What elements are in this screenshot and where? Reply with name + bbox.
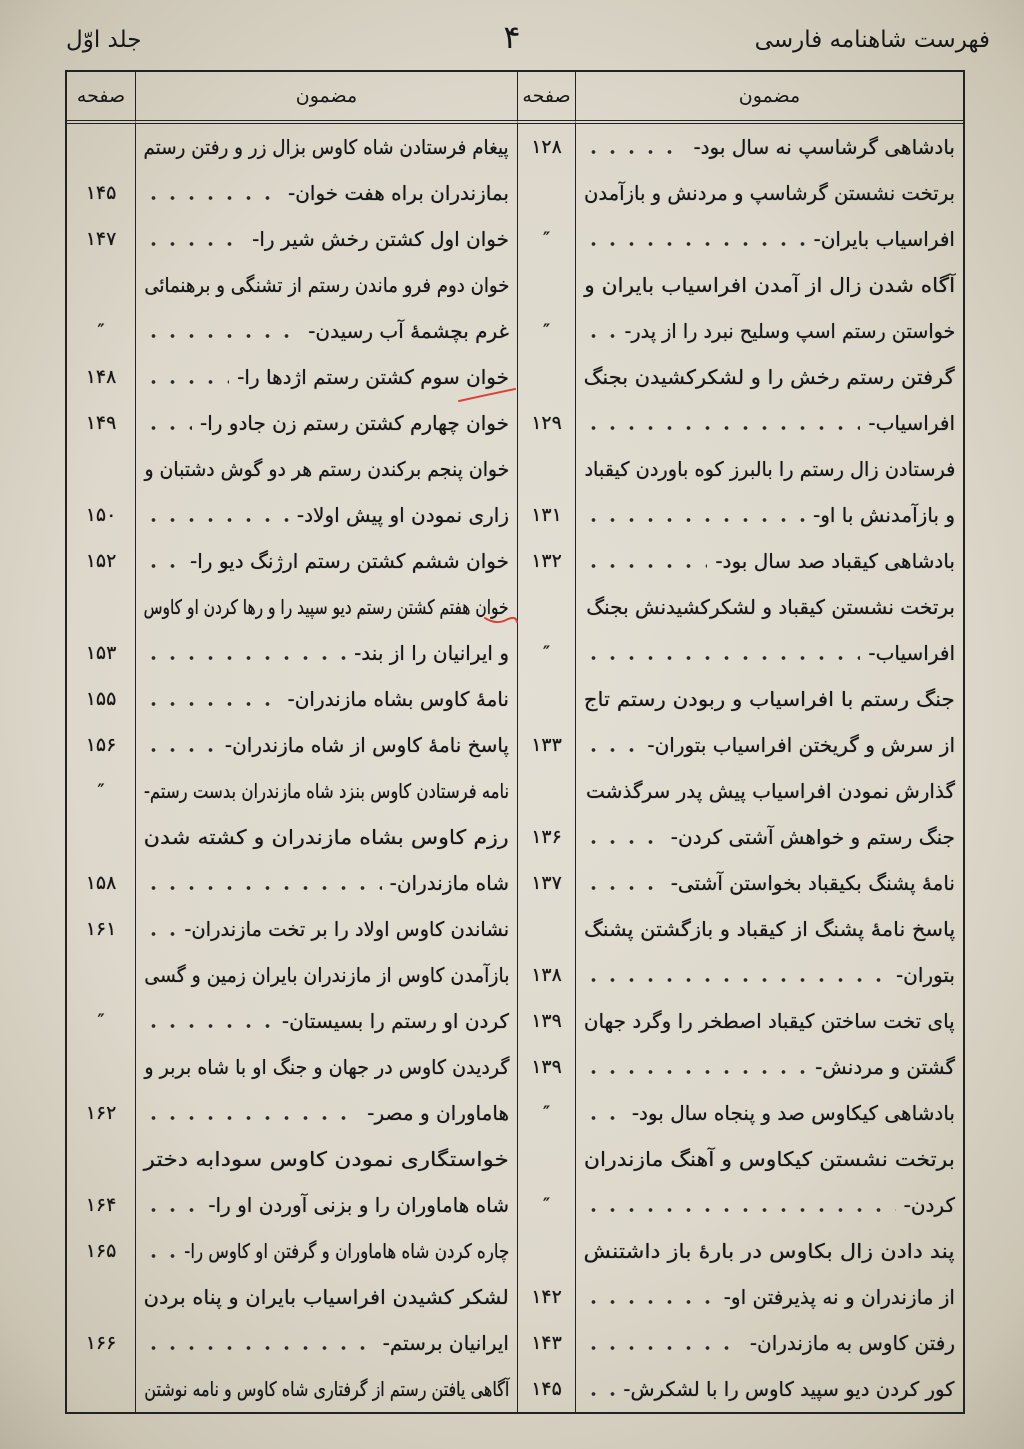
page-number: ۴	[503, 18, 521, 56]
dot-leader	[144, 240, 244, 248]
right-page-ref: ۱۴۵	[517, 1366, 575, 1412]
right-toc-entry	[575, 630, 963, 676]
left-page-ref: ۱۶۲	[85, 1102, 117, 1124]
right-page-ref: ۱۳۸	[517, 952, 575, 998]
dot-leader	[584, 1344, 742, 1352]
toc-grid	[67, 72, 963, 1412]
left-toc-entry	[135, 768, 517, 814]
right-toc-entry	[575, 906, 963, 952]
right-page-ref: ″	[517, 1090, 575, 1136]
dot-leader	[144, 424, 192, 432]
right-toc-entry	[575, 216, 963, 262]
right-toc-entry	[575, 768, 963, 814]
dot-leader	[144, 654, 346, 662]
right-toc-entry	[575, 446, 963, 492]
dot-leader	[144, 1252, 176, 1260]
right-toc-entry	[575, 262, 963, 308]
right-page-ref: ۱۲۹	[517, 400, 575, 446]
dot-leader	[584, 884, 663, 892]
left-page-ref: ۱۴۸	[85, 366, 117, 388]
volume-label: جلد اوّل	[66, 27, 142, 53]
dot-leader	[144, 700, 280, 708]
entry-text: گرفتن رستم رخش را و لشکرکشیدن بجنگ	[583, 365, 955, 389]
dot-leader	[144, 884, 382, 892]
right-page-ref: ۱۳۲	[517, 538, 575, 584]
running-title: فهرست شاهنامه فارسی	[754, 27, 990, 53]
dot-leader	[144, 378, 229, 386]
right-toc-entry	[575, 492, 963, 538]
left-page-ref	[67, 262, 135, 308]
entry-text: برتخت نشستن کیکاوس و آهنگ مازندران	[583, 1147, 955, 1171]
left-toc-entry	[135, 492, 517, 538]
right-toc-entry	[575, 952, 963, 998]
right-toc-entry	[575, 722, 963, 768]
left-toc-entry	[135, 216, 517, 262]
left-page-ref	[67, 584, 135, 630]
left-page-ref	[67, 1136, 135, 1182]
entry-text: غرم بچشمهٔ آب رسیدن-	[308, 319, 509, 343]
dot-leader	[144, 1206, 200, 1214]
right-page-ref: ″	[517, 216, 575, 262]
right-page-ref	[517, 768, 575, 814]
entry-text: چاره کردن شاه هاماوران و گرفتن او کاوس را-	[183, 1239, 509, 1263]
dot-leader	[584, 838, 663, 846]
dot-leader	[144, 746, 217, 754]
entry-text: شاه هاماوران را و بزنی آوردن او را-	[208, 1193, 509, 1217]
right-toc-entry	[575, 124, 963, 170]
dot-leader	[584, 332, 616, 340]
left-page-ref: ۱۶۶	[85, 1332, 117, 1354]
right-page-ref: ۱۳۹	[517, 1044, 575, 1090]
right-toc-entry	[575, 538, 963, 584]
right-toc-entry	[575, 1274, 963, 1320]
header-subject-right: مضمون	[575, 72, 963, 124]
dot-leader	[144, 194, 280, 202]
entry-text: نامه فرستادن کاوس بنزد شاه مازندران بدست رستم-	[143, 779, 509, 803]
right-toc-entry	[575, 400, 963, 446]
entry-text: خوان دوم فرو ماندن رستم از تشنگی و برهنمائی	[143, 273, 509, 297]
entry-text: افراسیاب-	[868, 411, 955, 435]
entry-text: پیغام فرستادن شاه کاوس بزال زر و رفتن رستم	[143, 135, 509, 159]
left-page-ref: ۱۵۸	[85, 872, 117, 894]
left-page-ref	[67, 1044, 135, 1090]
right-page-ref: ″	[517, 1182, 575, 1228]
right-page-ref	[517, 1136, 575, 1182]
dot-leader	[584, 1114, 624, 1122]
entry-text: ایرانیان برستم-	[382, 1331, 509, 1355]
entry-text: خواستگاری نمودن کاوس سودابه دختر	[143, 1147, 509, 1171]
entry-text: پای تخت ساختن کیقباد اصطخر را وگرد جهان	[584, 1009, 955, 1033]
right-page-ref	[517, 170, 575, 216]
dot-leader	[144, 1114, 359, 1122]
entry-text: نشاندن کاوس اولاد را بر تخت مازندران-	[184, 917, 509, 941]
dot-leader	[144, 1022, 274, 1030]
left-toc-entry	[135, 1090, 517, 1136]
left-page-ref	[67, 446, 135, 492]
entry-text: برتخت نشستن گرشاسپ و مردنش و بازآمدن	[583, 181, 955, 205]
entry-text: افراسیاب-	[868, 641, 955, 665]
entry-text: بادشاهی کیکاوس صد و پنجاه سال بود-	[631, 1101, 955, 1125]
dot-leader	[584, 976, 888, 984]
right-toc-entry	[575, 1228, 963, 1274]
right-toc-entry	[575, 1366, 963, 1412]
entry-text: زاری نمودن او پیش اولاد-	[296, 503, 509, 527]
dot-leader	[584, 424, 860, 432]
entry-text: آگاه شدن زال از آمدن افراسیاب بایران و	[584, 273, 955, 297]
left-page-ref	[67, 124, 135, 170]
entry-text: برتخت نشستن کیقباد و لشکرکشیدنش بجنگ	[586, 595, 955, 619]
left-toc-entry	[135, 584, 517, 630]
entry-text: رفتن کاوس به مازندران-	[749, 1331, 955, 1355]
right-page-ref	[517, 446, 575, 492]
entry-text: و بازآمدنش با او-	[813, 503, 955, 527]
right-toc-entry	[575, 584, 963, 630]
left-toc-entry	[135, 906, 517, 952]
left-toc-entry	[135, 1228, 517, 1274]
entry-text: آگاهی یافتن رستم از گرفتاری شاه کاوس و نامه نوشتن	[143, 1377, 509, 1401]
left-page-ref: ۱۴۵	[85, 182, 117, 204]
left-toc-entry	[135, 262, 517, 308]
right-page-ref	[517, 354, 575, 400]
left-toc-entry	[135, 170, 517, 216]
left-page-ref: ″	[97, 1010, 105, 1032]
left-toc-entry	[135, 676, 517, 722]
entry-text: بازآمدن کاوس از مازندران بایران زمین و گسی	[143, 963, 509, 987]
left-page-ref: ۱۶۴	[85, 1194, 117, 1216]
left-page-ref	[67, 952, 135, 998]
left-page-ref	[67, 1274, 135, 1320]
right-toc-entry	[575, 1320, 963, 1366]
right-page-ref	[517, 1228, 575, 1274]
left-page-ref: ″	[97, 320, 105, 342]
right-page-ref: ۱۲۸	[517, 124, 575, 170]
entry-text: خوان چهارم کشتن رستم زن جادو را-	[200, 411, 509, 435]
entry-text: نامهٔ کاوس بشاه مازندران-	[287, 687, 509, 711]
dot-leader	[584, 1068, 807, 1076]
dot-leader	[584, 1390, 616, 1398]
entry-text: فرستادن زال رستم را بالبرز کوه باوردن کیقباد	[584, 457, 955, 481]
right-toc-entry	[575, 1136, 963, 1182]
entry-text: هاماوران و مصر-	[367, 1101, 509, 1125]
table-of-contents	[65, 70, 965, 1414]
right-page-ref	[517, 906, 575, 952]
right-page-ref: ۱۴۲	[517, 1274, 575, 1320]
entry-text: افراسیاب بایران-	[813, 227, 955, 251]
left-toc-entry	[135, 998, 517, 1044]
left-toc-entry	[135, 446, 517, 492]
entry-text: جنگ رستم با افراسیاب و ربودن رستم تاج	[583, 687, 955, 711]
entry-text: و ایرانیان را از بند-	[354, 641, 509, 665]
left-toc-entry	[135, 860, 517, 906]
left-page-ref: ۱۵۳	[85, 642, 117, 664]
left-toc-entry	[135, 1182, 517, 1228]
left-toc-entry	[135, 722, 517, 768]
right-toc-entry	[575, 860, 963, 906]
right-toc-entry	[575, 308, 963, 354]
left-toc-entry	[135, 952, 517, 998]
left-page-ref: ۱۵۶	[85, 734, 117, 756]
entry-text: گشتن و مردنش-	[815, 1055, 955, 1079]
left-toc-entry	[135, 1044, 517, 1090]
entry-text: از مازندران و نه پذیرفتن او-	[723, 1285, 955, 1309]
entry-text: بادشاهی گرشاسپ نه سال بود-	[693, 135, 955, 159]
dot-leader	[584, 562, 707, 570]
right-page-ref: ″	[517, 308, 575, 354]
right-toc-entry	[575, 814, 963, 860]
right-toc-entry	[575, 998, 963, 1044]
left-toc-entry	[135, 308, 517, 354]
dot-leader	[144, 332, 300, 340]
left-page-ref: ″	[97, 780, 105, 802]
dot-leader	[584, 148, 685, 156]
left-toc-entry	[135, 1366, 517, 1412]
dot-leader	[584, 240, 805, 248]
right-page-ref: ۱۳۱	[517, 492, 575, 538]
right-page-ref: ۱۳۷	[517, 860, 575, 906]
dot-leader	[584, 746, 639, 754]
right-toc-entry	[575, 1182, 963, 1228]
left-toc-entry	[135, 630, 517, 676]
dot-leader	[584, 1298, 716, 1306]
left-toc-entry	[135, 354, 517, 400]
dot-leader	[584, 654, 860, 662]
entry-text: نامهٔ پشنگ بکیقباد بخواستن آشتی-	[670, 871, 955, 895]
entry-text: جنگ رستم و خواهش آشتی کردن-	[670, 825, 955, 849]
entry-text: خواستن رستم اسپ وسلیح نبرد را از پدر-	[624, 319, 955, 343]
header-page-left: صفحه	[67, 72, 135, 124]
entry-text: خوان پنجم برکندن رستم هر دو گوش دشتبان و	[144, 457, 509, 481]
left-page-ref: ۱۵۲	[85, 550, 117, 572]
entry-text: کور کردن دیو سپید کاوس را با لشکرش-	[623, 1377, 955, 1401]
right-toc-entry	[575, 1090, 963, 1136]
entry-text: پاسخ نامهٔ پشنگ از کیقباد و بازگشتن پشنگ	[583, 917, 955, 941]
right-toc-entry	[575, 354, 963, 400]
entry-text: لشکر کشیدن افراسیاب بایران و پناه بردن	[143, 1285, 509, 1309]
right-page-ref: ۱۳۹	[517, 998, 575, 1044]
entry-text: بمازندران براه هفت خوان-	[287, 181, 509, 205]
entry-text: از سرش و گریختن افراسیاب بتوران-	[647, 733, 955, 757]
left-page-ref: ۱۵۰	[85, 504, 117, 526]
dot-leader	[144, 1344, 375, 1352]
dot-leader	[144, 516, 289, 524]
entry-text: بتوران-	[895, 963, 955, 987]
left-toc-entry	[135, 1274, 517, 1320]
left-toc-entry	[135, 400, 517, 446]
entry-text: خوان ششم کشتن رستم ارژنگ دیو را-	[190, 549, 509, 573]
left-page-ref: ۱۵۵	[85, 688, 117, 710]
entry-text: پاسخ نامهٔ کاوس از شاه مازندران-	[224, 733, 509, 757]
dot-leader	[144, 562, 182, 570]
entry-text: گردیدن کاوس در جهان و جنگ او با شاه بربر و	[143, 1055, 509, 1079]
right-page-ref	[517, 262, 575, 308]
entry-text: خوان سوم کشتن رستم اژدها را-	[237, 365, 509, 389]
entry-text: گذارش نمودن افراسیاب پیش پدر سرگذشت	[586, 779, 955, 803]
left-toc-entry	[135, 814, 517, 860]
right-page-ref	[517, 584, 575, 630]
left-page-ref: ۱۴۷	[85, 228, 117, 250]
left-page-ref: ۱۶۵	[85, 1240, 117, 1262]
left-page-ref	[67, 1366, 135, 1412]
right-toc-entry	[575, 170, 963, 216]
left-page-ref	[67, 814, 135, 860]
dot-leader	[144, 930, 176, 938]
dot-leader	[584, 1206, 896, 1214]
right-toc-entry	[575, 1044, 963, 1090]
dot-leader	[584, 516, 805, 524]
entry-text: خوان اول کشتن رخش شیر را-	[252, 227, 509, 251]
left-toc-entry	[135, 1320, 517, 1366]
entry-text: بادشاهی کیقباد صد سال بود-	[715, 549, 955, 573]
entry-text: پند دادن زال بکاوس در بارهٔ باز داشتنش	[583, 1239, 955, 1263]
right-page-ref: ۱۴۳	[517, 1320, 575, 1366]
entry-text: کردن-	[903, 1193, 955, 1217]
header-page-right: صفحه	[517, 72, 575, 124]
right-page-ref	[517, 676, 575, 722]
right-page-ref: ۱۳۶	[517, 814, 575, 860]
left-page-ref: ۱۶۱	[85, 918, 117, 940]
header-subject-left: مضمون	[135, 72, 517, 124]
left-toc-entry	[135, 124, 517, 170]
left-toc-entry	[135, 1136, 517, 1182]
right-page-ref: ″	[517, 630, 575, 676]
entry-text: کردن او رستم را بسیستان-	[281, 1009, 509, 1033]
entry-text: رزم کاوس بشاه مازندران و کشته شدن	[143, 825, 509, 849]
entry-text: شاه مازندران-	[389, 871, 509, 895]
right-toc-entry	[575, 676, 963, 722]
right-page-ref: ۱۳۳	[517, 722, 575, 768]
left-page-ref: ۱۴۹	[85, 412, 117, 434]
entry-text: خوان هفتم کشتن رستم دیو سپید را و رها کردن او کاوس	[143, 595, 509, 619]
left-toc-entry	[135, 538, 517, 584]
